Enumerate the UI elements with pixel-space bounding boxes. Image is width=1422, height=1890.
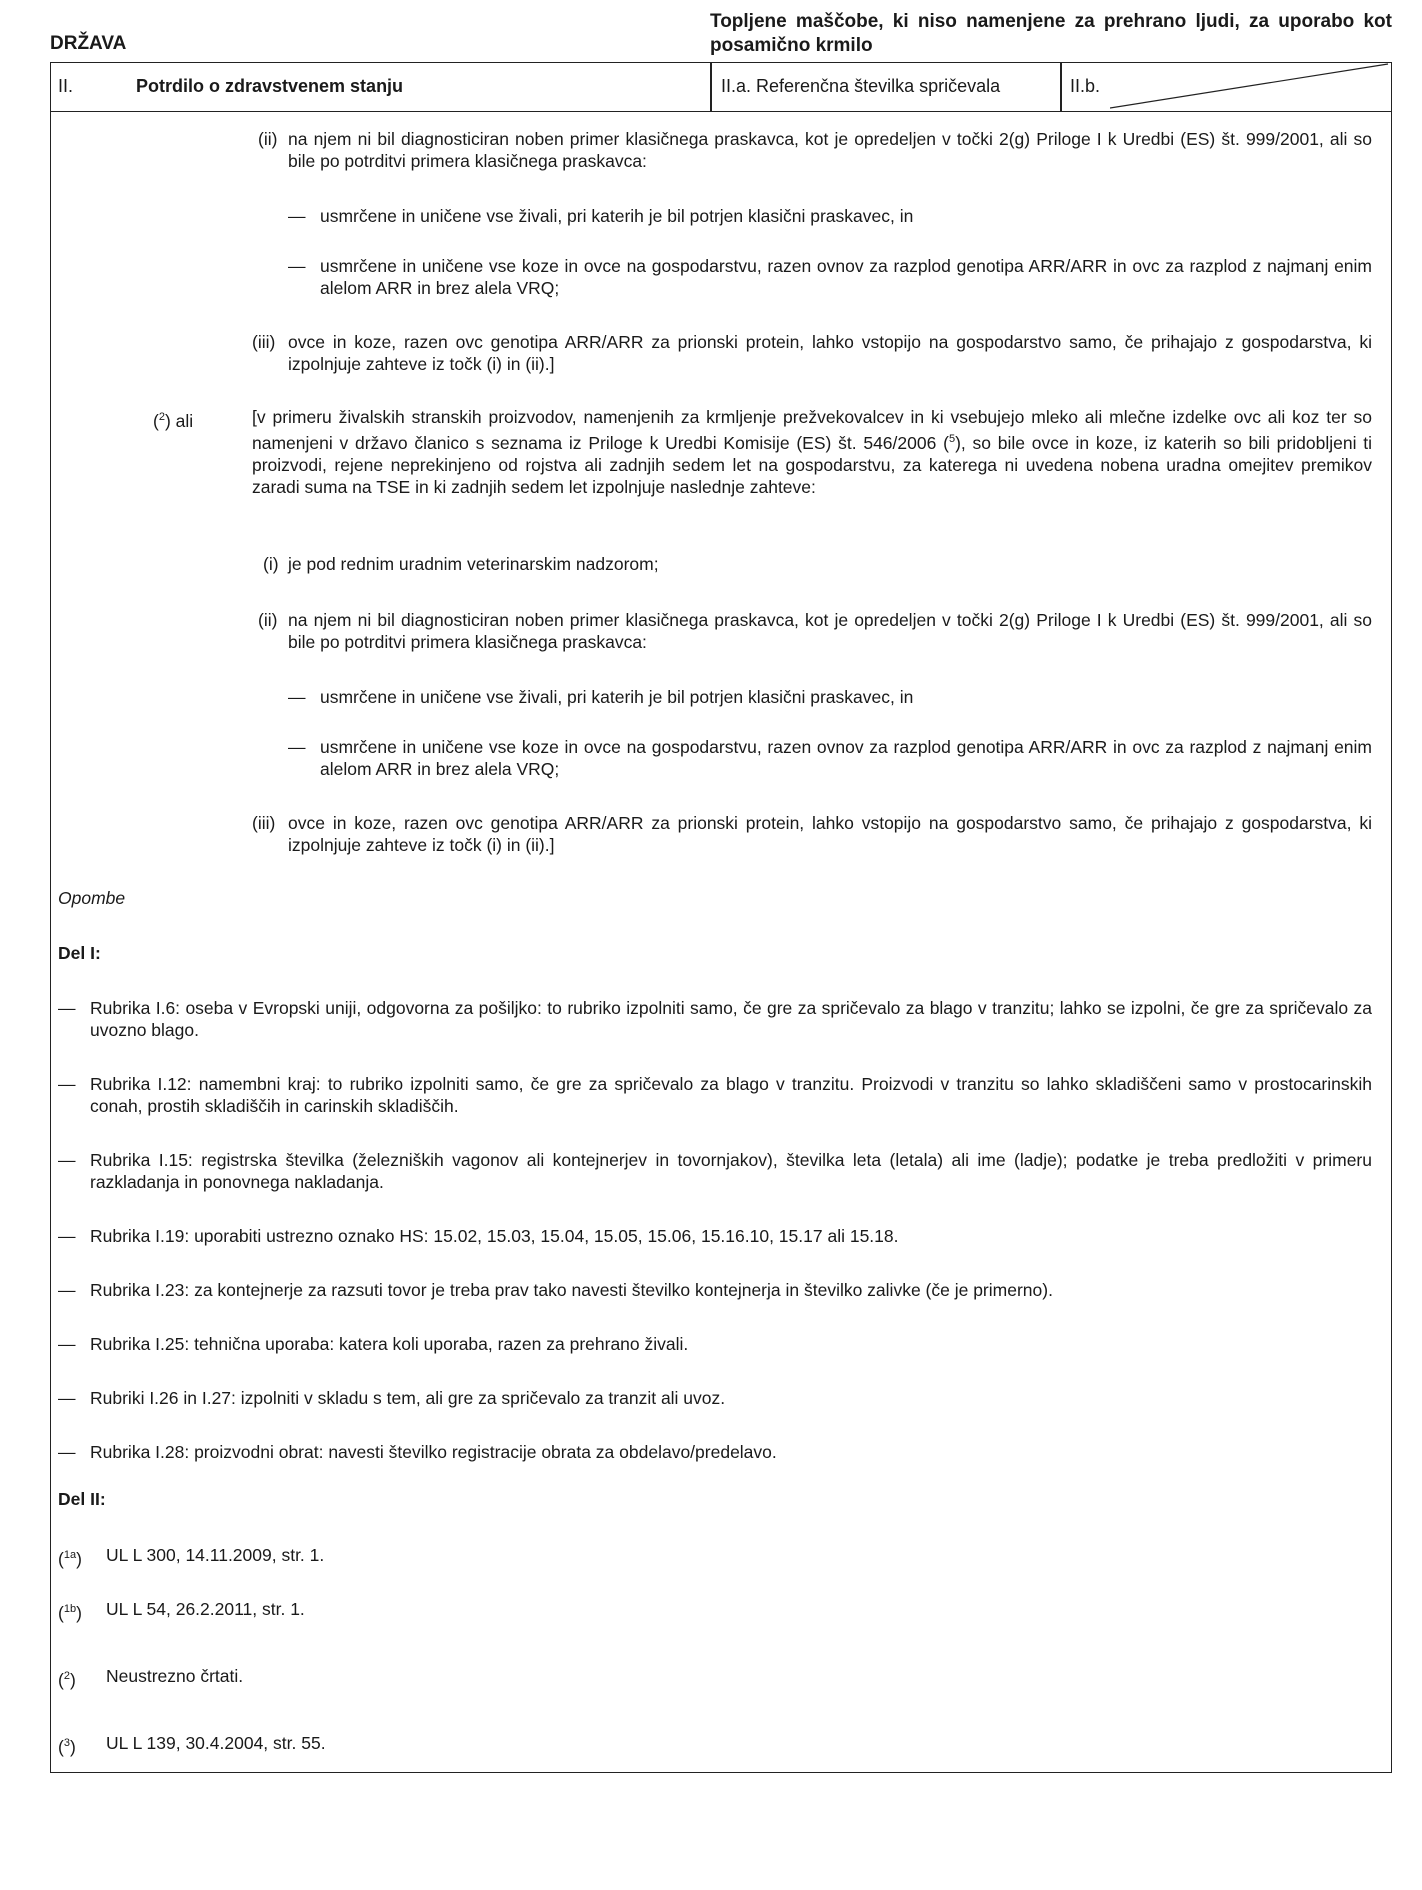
dash-glyph: —: [288, 256, 306, 276]
note-item: Rubrika I.19: uporabiti ustrezno oznako HS: 15.02, 15.03, 15.04, 15.05, 15.06, 15.16.10, 15.17 ali 15.18.: [90, 1226, 899, 1246]
dash-glyph: —: [288, 687, 306, 707]
footnote-marker: ($^{1b}$): [58, 1602, 82, 1623]
reference-b-label: II.b.: [1070, 76, 1101, 96]
item-number: (i): [263, 554, 279, 574]
dash-glyph: —: [58, 1280, 76, 1300]
dash-glyph: —: [58, 998, 76, 1018]
note-item: Rubrika I.12: namembni kraj: to rubriko izpolniti samo, če gre za spričevalo za blago v tranzitu. Proizvodi v tranzitu so lahko skladiščeni samo v prostocarinskih conah, prostih skladiščih in carinskih skladiščih.: [90, 1074, 1372, 1116]
paragraph: na njem ni bil diagnosticiran noben primer klasičnega praskavca, kot je opredeljen v točki 2(g) Priloge I k Uredbi (ES) št. 999/2001, ali so bile po potrditvi primera klasičnega praskavca:: [288, 610, 1372, 652]
dash-glyph: —: [58, 1074, 76, 1094]
certificate-frame: [50, 62, 1392, 1773]
reference-number-label: II.a. Referenčna številka spričevala: [721, 76, 1001, 96]
option-marker: ($^2$) ali: [153, 410, 194, 431]
dash-glyph: —: [288, 206, 306, 226]
part1-heading: Del I:: [58, 943, 101, 963]
note-item: Rubrika I.23: za kontejnerje za razsuti tovor je treba prav tako navesti številko kontejnerja in številko zalivke (če je primerno).: [90, 1280, 1053, 1300]
dash-item: usmrčene in uničene vse živali, pri katerih je bil potrjen klasični praskavec, in: [320, 206, 914, 226]
option-paragraph: [v primeru živalskih stranskih proizvodov, namenjenih za krmljenje prežvekovalcev in ki vsebujejo mleko ali mlečne izdelke ovc ali koz ter so namenjeni v državo članico s seznama iz Priloge k Uredbi Komisije (ES) št. 546/2006 ($^5$), so bile ovce in koze, iz katerih so bili pridobljeni ti proizvodi, rejene neprekinjeno od rojstva ali zadnjih sedem let na gospodarstvu, za katerega ni uvedena nobena uradna omejitev premikov zaradi suma na TSE in ki zadnjih sedem let izpolnjuje naslednje zahteve:: [252, 407, 1372, 497]
item-number: (iii): [252, 813, 276, 833]
header-divider: [1060, 62, 1062, 111]
item-number: (iii): [252, 332, 276, 352]
table-header-row: [50, 62, 1392, 112]
country-label: DRŽAVA: [50, 33, 127, 54]
note-item: Rubriki I.26 in I.27: izpolniti v skladu s tem, ali gre za spričevalo za tranzit ali uvoz.: [90, 1388, 726, 1408]
diagonal-line: [1110, 62, 1390, 110]
item-number: (ii): [258, 129, 278, 149]
footnote-marker: ($^2$): [58, 1669, 76, 1690]
part-number: II.: [58, 76, 74, 96]
note-item: Rubrika I.25: tehnična uporaba: katera koli uporaba, razen za prehrano živali.: [90, 1334, 689, 1354]
footnote-text: UL L 139, 30.4.2004, str. 55.: [106, 1733, 326, 1753]
footnote-text: UL L 300, 14.11.2009, str. 1.: [106, 1545, 325, 1565]
dash-glyph: —: [58, 1150, 76, 1170]
paragraph: na njem ni bil diagnosticiran noben primer klasičnega praskavca, kot je opredeljen v točki 2(g) Priloge I k Uredbi (ES) št. 999/2001, ali so bile po potrditvi primera klasičnega praskavca:: [288, 129, 1372, 171]
dash-item: usmrčene in uničene vse koze in ovce na gospodarstvu, razen ovnov za razplod genotipa ARR/ARR in ovc za razplod z najmanj enim alelom ARR in brez alela VRQ;: [320, 737, 1372, 779]
paragraph: je pod rednim uradnim veterinarskim nadzorom;: [288, 554, 659, 574]
dash-glyph: —: [58, 1388, 76, 1408]
footnote-text: Neustrezno črtati.: [106, 1666, 244, 1686]
dash-glyph: —: [58, 1442, 76, 1462]
footnote-marker: ($^3$): [58, 1736, 76, 1757]
header-divider: [710, 62, 712, 111]
dash-item: usmrčene in uničene vse koze in ovce na gospodarstvu, razen ovnov za razplod genotipa ARR/ARR in ovc za razplod z najmanj enim alelom ARR in brez alela VRQ;: [320, 256, 1372, 298]
note-item: Rubrika I.15: registrska številka (železniških vagonov ali kontejnerjev in tovornjakov), številka leta (letala) ali ime (ladje); podatke je treba predložiti v primeru razkladanja in ponovnega nakladanja.: [90, 1150, 1372, 1192]
item-number: (ii): [258, 610, 278, 630]
note-item: Rubrika I.28: proizvodni obrat: navesti številko registracije obrata za obdelavo/predelavo.: [90, 1442, 777, 1462]
part-title: Potrdilo o zdravstvenem stanju: [136, 76, 404, 96]
footnote-text: UL L 54, 26.2.2011, str. 1.: [106, 1599, 305, 1619]
part2-heading: Del II:: [58, 1489, 106, 1509]
dash-glyph: —: [288, 737, 306, 757]
paragraph: ovce in koze, razen ovc genotipa ARR/ARR za prionski protein, lahko vstopijo na gospodarstvo samo, če prihajajo z gospodarstva, ki izpolnjuje zahteve iz točk (i) in (ii).]: [288, 332, 1372, 374]
dash-glyph: —: [58, 1226, 76, 1246]
notes-heading: Opombe: [58, 888, 126, 908]
footnote-marker: ($^{1a}$): [58, 1548, 82, 1569]
dash-item: usmrčene in uničene vse živali, pri katerih je bil potrjen klasični praskavec, in: [320, 687, 914, 707]
dash-glyph: —: [58, 1334, 76, 1354]
certificate-title: Topljene maščobe, ki niso namenjene za prehrano ljudi, za uporabo kot posamično krmilo: [710, 11, 1392, 56]
note-item: Rubrika I.6: oseba v Evropski uniji, odgovorna za pošiljko: to rubriko izpolniti samo, če gre za spričevalo za blago v tranzitu; lahko se izpolni, če gre za spričevalo za uvozno blago.: [90, 998, 1372, 1040]
paragraph: ovce in koze, razen ovc genotipa ARR/ARR za prionski protein, lahko vstopijo na gospodarstvo samo, če prihajajo z gospodarstva, ki izpolnjuje zahteve iz točk (i) in (ii).]: [288, 813, 1372, 855]
